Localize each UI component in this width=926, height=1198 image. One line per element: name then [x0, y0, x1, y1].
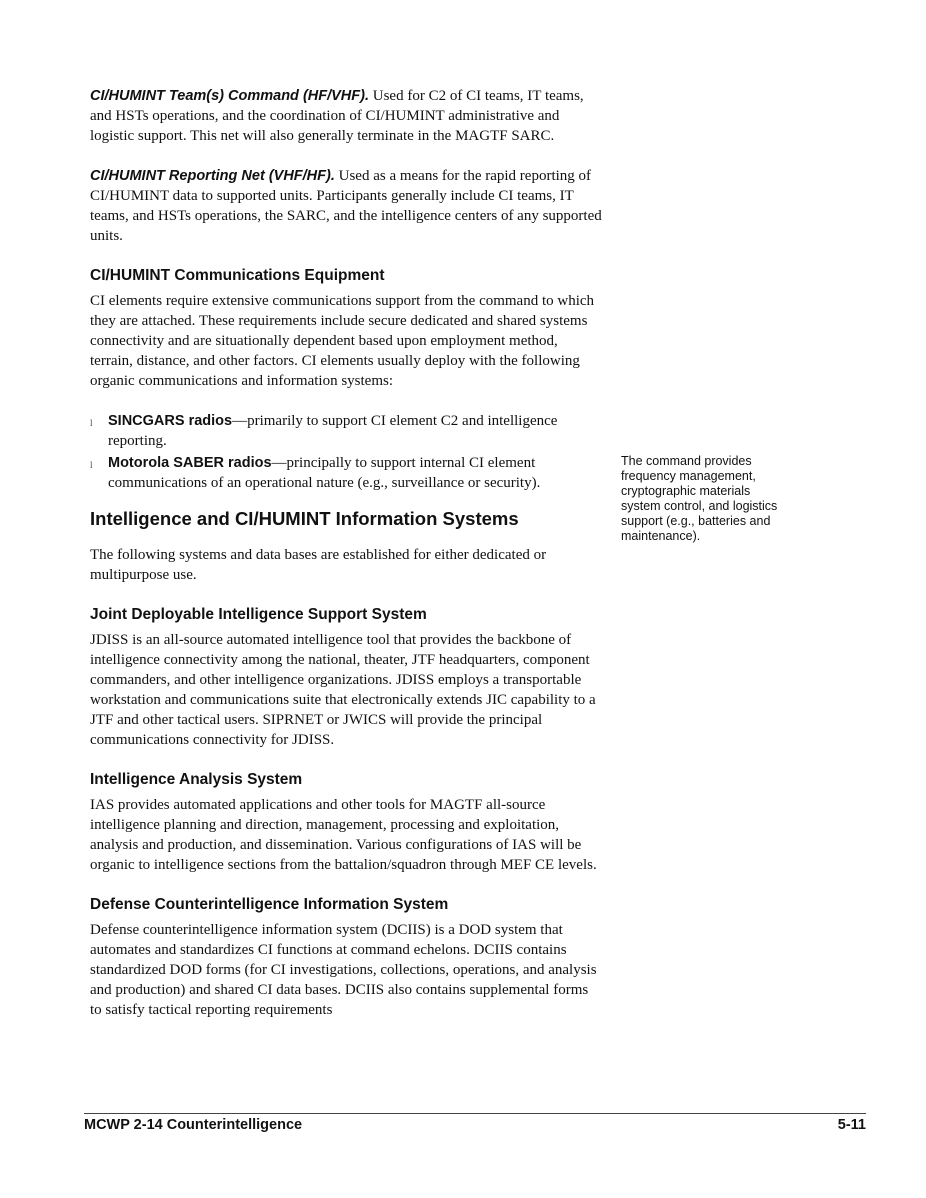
list-item — [90, 453, 602, 493]
footer-title: MCWP 2-14 Counterintelligence — [84, 1117, 303, 1133]
run-in-heading: CI/HUMINT Reporting Net (VHF/HF). — [90, 168, 335, 184]
margin-note: The command provides frequency management, cryptographic materials system control, and logistics support (e.g., batteries and maintenance). — [621, 454, 778, 543]
paragraph-reporting-net — [90, 166, 602, 246]
bullet-term: Motorola SABER radios — [108, 455, 272, 471]
bullet-marker: l — [90, 418, 93, 428]
section-heading-comms: CI/HUMINT Communications Equipment — [90, 267, 385, 284]
paragraph-text: Used as a means for the rapid reporting of CI/HUMINT data to supported units. Participants generally include CI teams, IT teams, and HSTs operations, the SARC, and the intelligence centers of any supported units. — [90, 168, 602, 244]
paragraph-comms: CI elements require extensive communications support from the command to which they are attached. These requirements include secure dedicated and shared systems connectivity and are situationally dependent based upon employment method, terrain, distance, and other factors. CI elements usually deploy with the following organic communications and information systems: — [90, 293, 595, 389]
paragraph-dciis: Defense counterintelligence information system (DCIIS) is a DOD system that automates and standardizes CI functions at command echelons. DCIIS contains standardized DOD forms (for CI investigations, collections, operations, and analysis and production) and shared CI data bases. DCIIS also contains supplemental forms to satisfy tactical reporting requirements — [90, 922, 597, 1018]
equipment-list — [90, 411, 602, 493]
paragraph-systems-intro: The following systems and data bases are established for either dedicated or multipurpose use. — [90, 547, 547, 583]
bullet-term: SINCGARS radios — [108, 413, 233, 429]
paragraph-team-command — [90, 86, 602, 146]
list-item — [90, 411, 602, 451]
bullet-text: —principally to support internal CI element communications of an operational nature (e.g., surveillance or security). — [108, 455, 541, 491]
paragraph-ias: IAS provides automated applications and other tools for MAGTF all-source intelligence planning and direction, management, processing and exploitation, analysis and production, and dissemination. Various configurations of IAS will be organic to intelligence sections from the battalion/squadron through MEF CE levels. — [90, 797, 597, 873]
bullet-text: —primarily to support CI element C2 and intelligence reporting. — [108, 413, 558, 449]
main-column — [90, 86, 602, 1040]
section-heading-ias: Intelligence Analysis System — [90, 771, 303, 788]
run-in-heading: CI/HUMINT Team(s) Command (HF/VHF). — [90, 88, 369, 104]
bullet-marker: l — [90, 460, 93, 470]
section-heading-dciis: Defense Counterintelligence Information System — [90, 896, 449, 913]
footer-rule — [84, 1113, 866, 1114]
paragraph-jdiss: JDISS is an all-source automated intelligence tool that provides the backbone of intelligence connectivity among the national, theater, JTF headquarters, component commanders, and other intelligence organizations. JDISS employs a transportable workstation and communications suite that electronically extends JIC capability to a JTF and other tactical users. SIPRNET or JWICS will provide the principal communications connectivity for JDISS. — [90, 632, 596, 748]
section-heading-systems: Intelligence and CI/HUMINT Information Systems — [90, 508, 519, 529]
page-number: 5-11 — [837, 1117, 866, 1133]
paragraph-text: Used for C2 of CI teams, IT teams, and HSTs operations, and the coordination of CI/HUMINT administrative and logistic support. This net will also generally terminate in the MAGTF SARC. — [90, 88, 584, 144]
section-heading-jdiss: Joint Deployable Intelligence Support System — [90, 606, 427, 623]
